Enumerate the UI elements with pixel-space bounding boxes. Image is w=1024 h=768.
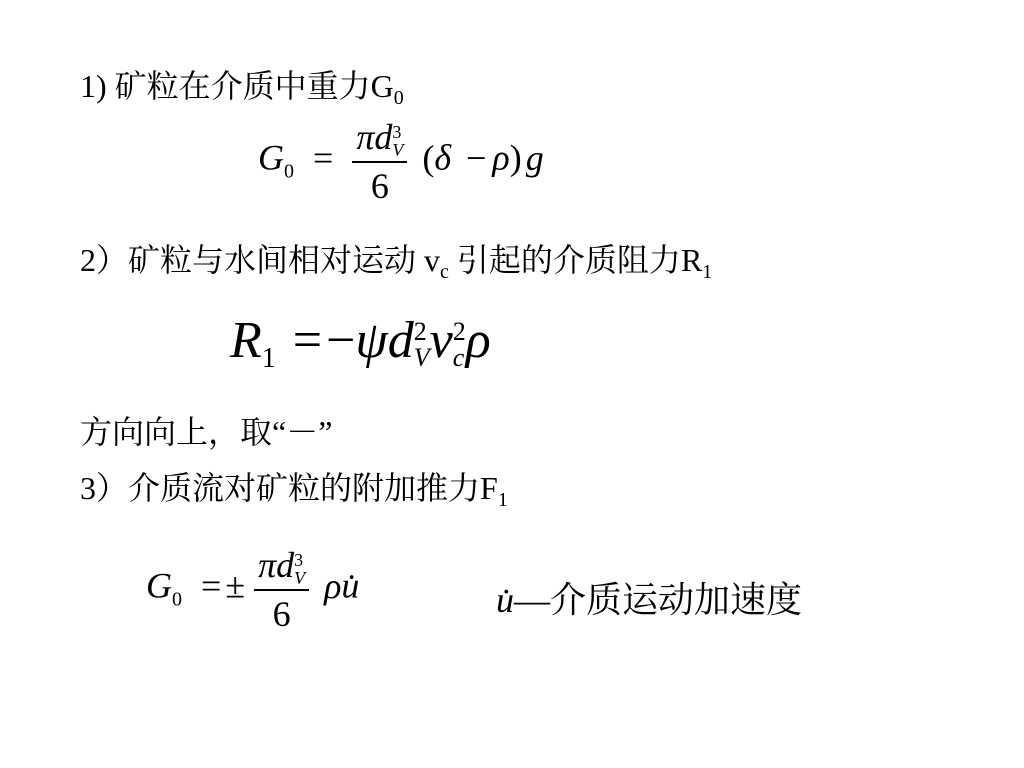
formula-1-d-sup: 3 (392, 121, 402, 142)
heading-3-symbol: F (480, 470, 498, 506)
formula-resistance (230, 306, 491, 394)
formula-3-rho: ρ (324, 565, 342, 606)
formula-3-pi: π (258, 545, 277, 585)
formula-3-lhs: G (146, 565, 172, 606)
formula-2-lhs-sub: 1 (261, 343, 276, 374)
direction-note: 方向向上，取“－” (80, 414, 333, 450)
heading-2-text2: 引起的介质阻力 (448, 242, 681, 278)
formula-1-numerator (352, 116, 407, 163)
heading-2-v-sub: c (440, 261, 449, 283)
formula-2-minus: − (326, 312, 356, 369)
formula-2-psi: ψ (355, 312, 388, 369)
formula-3-equals: = (201, 565, 222, 606)
formula-2-d-scripts (414, 319, 430, 371)
formula-1-denominator: 6 (370, 165, 389, 206)
formula-1-lhs-sub: 0 (284, 160, 294, 183)
acceleration-legend (496, 578, 802, 622)
heading-2 (80, 240, 712, 292)
formula-1-lhs: G (258, 137, 284, 178)
heading-1-symbol: G (370, 68, 394, 104)
heading-1-prefix: 1) (80, 68, 115, 104)
formula-1-d: d (374, 117, 393, 157)
formula-3-numerator (254, 544, 309, 591)
heading-3-prefix: 3） (80, 470, 129, 506)
formula-1-delta: δ (434, 137, 452, 178)
heading-3 (80, 468, 508, 520)
heading-1 (80, 66, 404, 118)
formula-2-d-sup: 2 (413, 317, 427, 347)
heading-1-symbol-sub: 0 (393, 87, 404, 109)
formula-1-rho: ρ (492, 137, 510, 178)
formula-1-equals: = (313, 137, 334, 178)
formula-2-v-sup: 2 (452, 317, 466, 347)
formula-3-fraction (254, 544, 309, 635)
formula-3-denominator: 6 (272, 593, 291, 634)
formula-1-fraction (352, 116, 407, 207)
formula-1-pi: π (356, 117, 375, 157)
heading-2-symbol: R (680, 242, 703, 278)
formula-2-v: v (429, 312, 453, 369)
formula-1-g: g (525, 137, 544, 178)
heading-3-text: 介质流对矿粒的附加推力 (128, 470, 481, 506)
formula-3-plusminus: ± (225, 565, 246, 606)
formula-3-d-sub: V (294, 567, 306, 588)
formula-gravity (258, 116, 544, 207)
formula-1-minus: − (466, 137, 487, 178)
heading-1-text: 矿粒在介质中重力 (114, 68, 371, 104)
heading-3-symbol-sub: 1 (497, 489, 508, 511)
formula-3-u: u̇ (341, 565, 360, 606)
formula-added-thrust (146, 544, 359, 635)
legend-text: —介质运动加速度 (514, 580, 803, 620)
formula-2-d-sub: V (413, 343, 430, 373)
formula-1-d-sub: V (392, 139, 404, 160)
formula-2-rho: ρ (465, 312, 491, 369)
formula-1-d-scripts (392, 123, 403, 159)
heading-2-text: 矿粒与水间相对运动 (128, 242, 425, 278)
heading-2-prefix: 2） (80, 242, 129, 278)
formula-2-d: d (387, 312, 414, 369)
formula-1-close-paren: ) (509, 137, 522, 178)
formula-2-equals: = (292, 312, 323, 369)
formula-3-lhs-sub: 0 (172, 588, 182, 611)
formula-2-v-scripts (453, 319, 466, 371)
formula-3-d: d (276, 545, 295, 585)
legend-u: u̇ (496, 580, 514, 620)
formula-2-v-sub: c (452, 343, 465, 373)
heading-2-symbol-sub: 1 (702, 261, 713, 283)
formula-3-d-sup: 3 (294, 549, 304, 570)
formula-3-d-scripts (294, 551, 305, 587)
formula-2-lhs: R (230, 312, 262, 369)
formula-1-open-paren: ( (422, 137, 435, 178)
heading-2-v: v (424, 242, 441, 278)
